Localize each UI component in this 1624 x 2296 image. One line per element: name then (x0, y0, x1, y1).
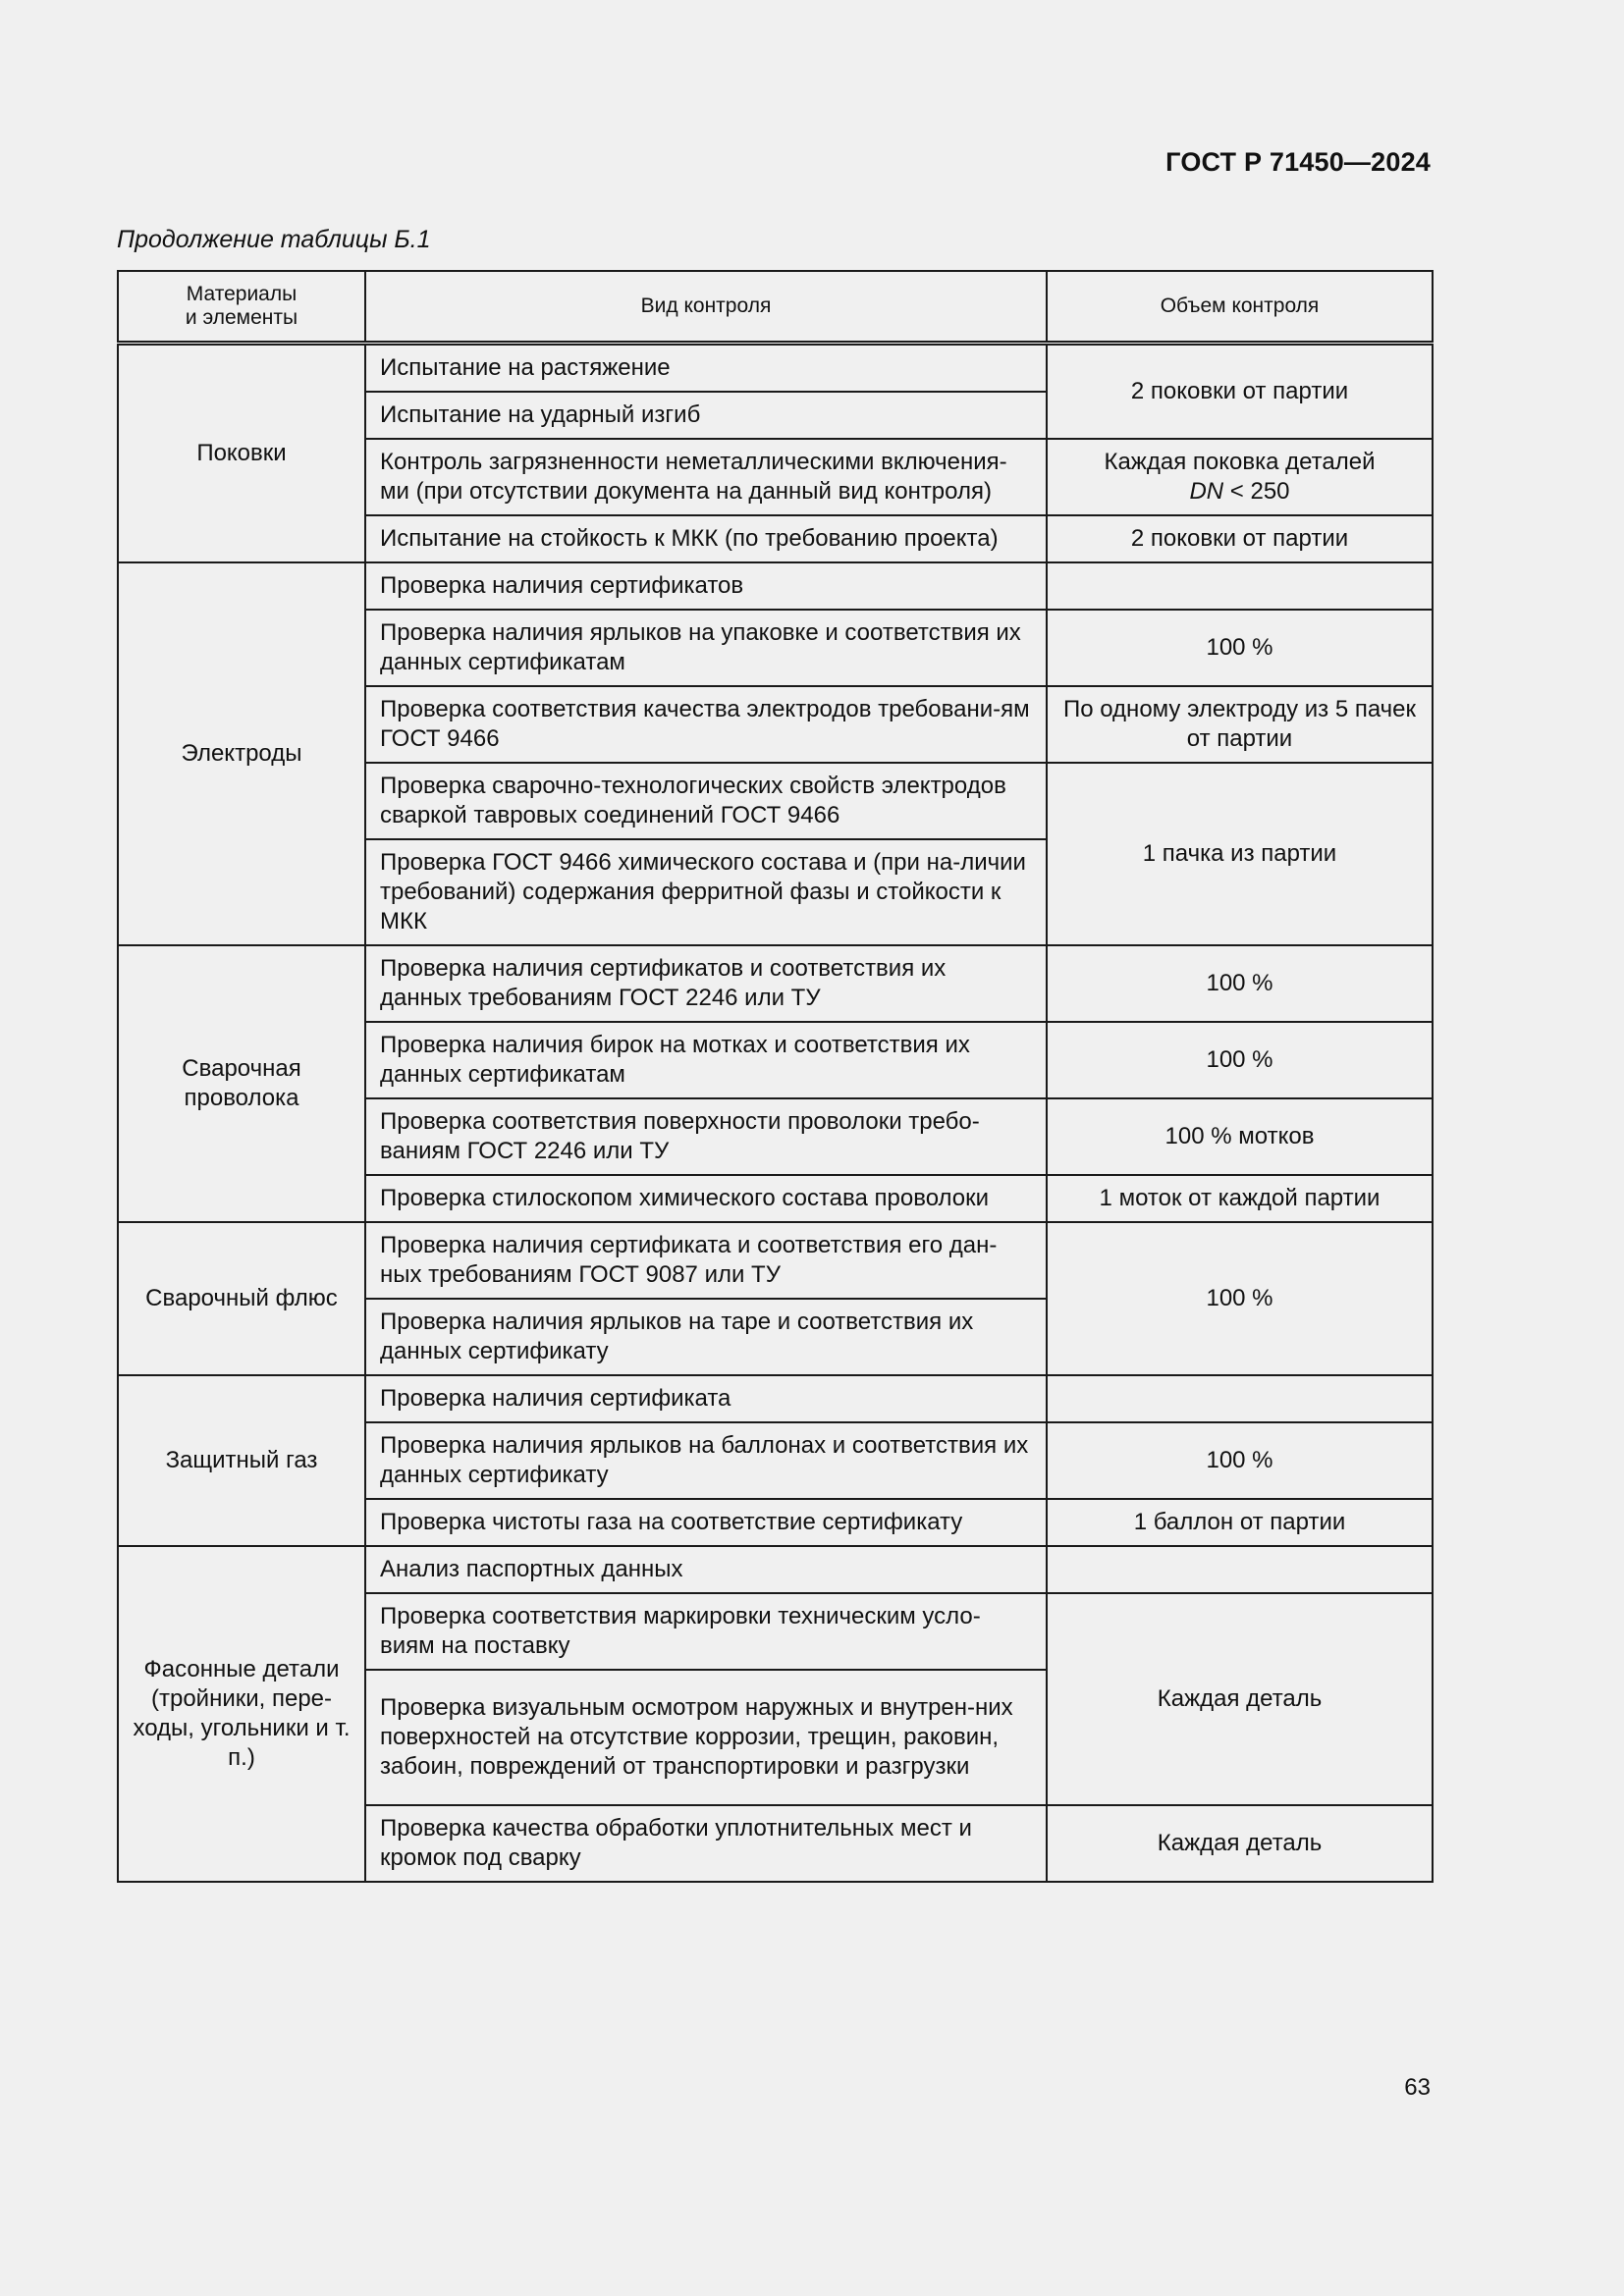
control-volume-cell: 100 % мотков (1047, 1098, 1433, 1175)
control-type-cell: Испытание на стойкость к МКК (по требованию проекта) (365, 515, 1047, 562)
control-volume-cell: Каждая деталь (1047, 1805, 1433, 1882)
control-type-cell: Проверка сварочно-технологических свойств электродов сваркой тавровых соединений ГОСТ 9466 (365, 763, 1047, 839)
material-cell: Фасонные детали (тройники, пере-ходы, угольники и т. п.) (118, 1546, 365, 1882)
control-type-cell: Проверка чистоты газа на соответствие сертификату (365, 1499, 1047, 1546)
column-header-control-type: Вид контроля (365, 271, 1047, 344)
dn-symbol: DN (1189, 478, 1224, 505)
control-type-cell: Проверка наличия ярлыков на таре и соответствия их данных сертификату (365, 1299, 1047, 1375)
control-type-cell: Проверка визуальным осмотром наружных и внутрен-них поверхностей на отсутствие коррозии, трещин, раковин, забоин, повреждений от транспортировки и разгрузки (365, 1670, 1047, 1805)
control-type-cell: Проверка наличия сертификатов и соответствия их данных требованиям ГОСТ 2246 или ТУ (365, 945, 1047, 1022)
page-number: 63 (1404, 2074, 1431, 2101)
control-volume-cell: По одному электроду из 5 пачек от партии (1047, 686, 1433, 763)
control-volume-cell: Каждая деталь (1047, 1593, 1433, 1805)
material-cell: Защитный газ (118, 1375, 365, 1546)
table-row (118, 562, 1433, 610)
control-volume-cell: 1 баллон от партии (1047, 1499, 1433, 1546)
control-type-cell: Проверка соответствия качества электродов требовани-ям ГОСТ 9466 (365, 686, 1047, 763)
control-type-cell: Проверка ГОСТ 9466 химического состава и (при на-личии требований) содержания ферритной фазы и стойкости к МКК (365, 839, 1047, 945)
control-type-cell: Испытание на ударный изгиб (365, 392, 1047, 439)
material-cell: Электроды (118, 562, 365, 945)
column-header-materials: Материалы и элементы (118, 271, 365, 344)
control-volume-cell (1047, 439, 1433, 515)
control-table (117, 270, 1434, 1883)
table-row (118, 1546, 1433, 1593)
column-header-control-volume: Объем контроля (1047, 271, 1433, 344)
control-volume-cell: 100 % (1047, 1022, 1433, 1098)
control-type-cell: Проверка наличия ярлыков на упаковке и соответствия их данных сертификатам (365, 610, 1047, 686)
document-code: ГОСТ Р 71450—2024 (1165, 147, 1431, 177)
control-type-cell: Проверка наличия бирок на мотках и соответствия их данных сертификатам (365, 1022, 1047, 1098)
control-volume-cell: 100 % (1047, 1222, 1433, 1375)
control-type-cell: Проверка наличия сертификата (365, 1375, 1047, 1422)
control-volume-cell: 100 % (1047, 1422, 1433, 1499)
control-volume-cell: 2 поковки от партии (1047, 344, 1433, 440)
control-volume-cell: 100 % (1047, 945, 1433, 1022)
table-row (118, 1222, 1433, 1299)
control-type-cell: Контроль загрязненности неметаллическими включения-ми (при отсутствии документа на данный вид контроля) (365, 439, 1047, 515)
table-row (118, 1375, 1433, 1422)
volume-text: Каждая поковка деталей (1104, 449, 1376, 475)
control-type-cell: Проверка стилоскопом химического состава проволоки (365, 1175, 1047, 1222)
table-row (118, 344, 1433, 393)
control-type-cell: Анализ паспортных данных (365, 1546, 1047, 1593)
control-volume-cell (1047, 562, 1433, 610)
control-volume-cell (1047, 1375, 1433, 1422)
control-type-cell: Испытание на растяжение (365, 344, 1047, 393)
control-type-cell: Проверка соответствия поверхности проволоки требо-ваниям ГОСТ 2246 или ТУ (365, 1098, 1047, 1175)
control-volume-cell: 2 поковки от партии (1047, 515, 1433, 562)
table-row (118, 945, 1433, 1022)
control-volume-cell (1047, 1546, 1433, 1593)
control-volume-cell: 1 моток от каждой партии (1047, 1175, 1433, 1222)
table-caption: Продолжение таблицы Б.1 (117, 226, 431, 253)
volume-text: < 250 (1223, 478, 1290, 505)
control-volume-cell: 1 пачка из партии (1047, 763, 1433, 945)
material-cell: Сварочная проволока (118, 945, 365, 1222)
control-volume-cell: 100 % (1047, 610, 1433, 686)
control-type-cell: Проверка наличия сертификатов (365, 562, 1047, 610)
control-type-cell: Проверка соответствия маркировки техническим усло-виям на поставку (365, 1593, 1047, 1670)
control-type-cell: Проверка наличия ярлыков на баллонах и соответствия их данных сертификату (365, 1422, 1047, 1499)
table-header-row (118, 271, 1433, 344)
control-type-cell: Проверка наличия сертификата и соответствия его дан-ных требованиям ГОСТ 9087 или ТУ (365, 1222, 1047, 1299)
material-cell: Поковки (118, 344, 365, 563)
material-cell: Сварочный флюс (118, 1222, 365, 1375)
control-type-cell: Проверка качества обработки уплотнительных мест и кромок под сварку (365, 1805, 1047, 1882)
